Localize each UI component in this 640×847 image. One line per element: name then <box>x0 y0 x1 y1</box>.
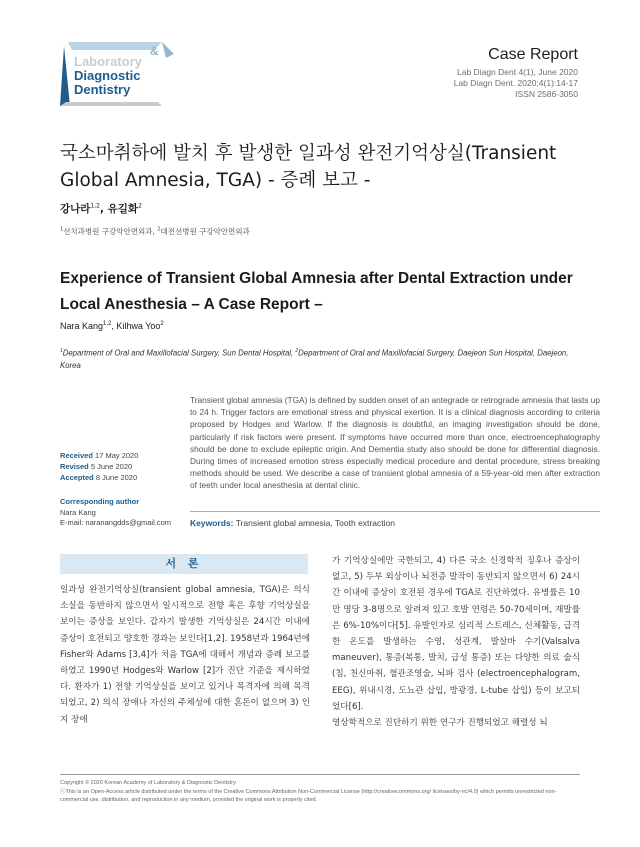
body-text-left-column: 일과성 완전기억상실(transient global amnesia, TGA)은 의식 소실을 동반하지 않으면서 일시적으로 전향 혹은 후향 기억상실을 보이는 증상을 보인다. 갑자기 발생한 기억상실은 24시간 이내에 증상이 호전되고 양호한 경과는 보인다[1,2]. 1958년과 1964년에 Fisher와 Adams [3,4]가 처음 TGA에 대해서 개념과 증례 보고를 하였고 1990년 Hodges와 Warlow [2]가 진단 기준을 제시하였다. 환자가 1) 전향 기억상실을 보이고 있거나 목격자에 의해 목격되었고, 2) 의식 장애나 자신의 주체성에 대한 혼돈이 없으며 3) 인지 장애 <box>60 585 310 725</box>
footer-copyright: Copyright © 2020 Korean Academy of Laboratory & Diagnostic Dentistry <box>60 780 236 786</box>
abstract-divider <box>190 511 600 512</box>
logo-ampersand: & <box>150 44 159 58</box>
section-heading-introduction: 서 론 <box>60 554 308 574</box>
article-dates <box>60 450 138 483</box>
footer <box>60 779 582 805</box>
title-english: Experience of Transient Global Amnesia after Dental Extraction under Local Anesthesia – A Case Report – <box>60 270 573 313</box>
authors-korean: 강나라$^{1,2}$, 유길화$^2$ <box>60 202 142 215</box>
journal-logo <box>58 40 176 112</box>
journal-doi: Lab Diagn Dent. 2020;4(1):14-17 <box>453 78 578 88</box>
keywords-label: Keywords: <box>190 518 234 528</box>
logo-text-laboratory: Laboratory <box>74 54 142 69</box>
keywords <box>190 518 395 528</box>
body-text-right-column: 가 기억상실에만 국한되고, 4) 다른 국소 신경학적 징후나 증상이 없고, 5) 두부 외상이나 뇌전증 발작이 동반되지 않으면서 6) 24시간 이내에 증상이 호전된 경우에 TGA로 진단하였다. 유병률은 10만 명당 3-8명으로 알려져 있고 호발 연령은 50-70세이며, 재발률은 6%-10%이다[5]. 유발인자로 심리적 스트레스, 신체활동, 급격한 온도를 발생하는 수영, 성관계, 발살바 수기(Valsalva maneuver), 통증(복통, 발치, 급성 통증) 또는 다양한 의료 술식(침, 천신마취, 혈관조영술, 뇌파 검사 (electroencephalogram, EEG), 위내시경, 도뇨관 삽입, 방광경, L-tube 삽입) 등이 보고되었다[6]. 영상학적으로 진단하기 위한 연구가 진행되었고 해렬성 뇌 <box>332 556 580 729</box>
footer-license: ⓒThis is an Open-Access article distributed under the terms of the Creative Commons Attribution Non-Commercial License (http://creativecommons.org/ licenses/by-nc/4.0) which permits unrestricted non-commercial use, distribution, and reproduction in any medium, provided the original work is properly cited. <box>60 788 557 803</box>
abstract-text: Transient global amnesia (TGA) is defined by sudden onset of an antegrade or retrograde amnesia that lasts up to 24 h. Trigger factors are emotional stress and physical exertion. It is a clinical diagnosis according to criteria proposed by Hodges and Warlow. If the diagnosis is doubtful, an imaging investigation should be done, particularly if risk factors were present. If symptoms have occurred more than once, electroencephalography should be done to exclude epileptic origin. And Dementia study also should be done for differential diagnosis. During times of increased emotion stress especially medical procedure and dental procedure, stress breaking methods should be used. We describe a case of transient global amnesia of a 59-year-old men after extraction of teeth under local anesthesia at dental clinic. <box>190 395 600 491</box>
affiliations-korean: $^1$선치과병원 구강악안면외과, $^2$대전선병원 구강악안면외과 <box>60 226 250 236</box>
footer-divider <box>60 774 580 775</box>
affiliations-english: $^1$Department of Oral and Maxillofacial Surgery, Sun Dental Hospital, $^2$Department of Oral and Maxillofacial Surgery, Daejeon Sun Hospital, Daejeon, Korea <box>60 348 569 371</box>
title-korean: 국소마취하에 발치 후 발생한 일과성 완전기억상실(Transient Global Amnesia, TGA) - 증례 보고 - <box>60 143 557 191</box>
authors-english: Nara Kang$^{1,2}$, Kilhwa Yoo$^2$ <box>60 321 164 331</box>
corresponding-author <box>60 497 171 529</box>
keywords-text: Transient global amnesia, Tooth extraction <box>235 518 395 528</box>
logo-text-diagnostic: Diagnostic <box>74 68 141 83</box>
journal-issn: ISSN 2586-3050 <box>515 89 578 99</box>
received-date: Received 17 May 2020 <box>60 451 139 460</box>
corresponding-author-name: Nara Kang <box>60 507 96 517</box>
corresponding-author-label: Corresponding author <box>60 497 140 506</box>
revised-date: Revised 5 June 2020 <box>60 462 133 471</box>
journal-citation: Lab Diagn Dent 4(1), June 2020 <box>457 67 578 77</box>
journal-header <box>454 46 578 100</box>
logo-text-dentistry: Dentistry <box>74 82 131 97</box>
corresponding-author-email[interactable]: E-mail: naranangdds@gmail.com <box>60 518 171 527</box>
article-type: Case Report <box>488 46 578 63</box>
accepted-date: Accepted 8 June 2020 <box>60 473 138 482</box>
